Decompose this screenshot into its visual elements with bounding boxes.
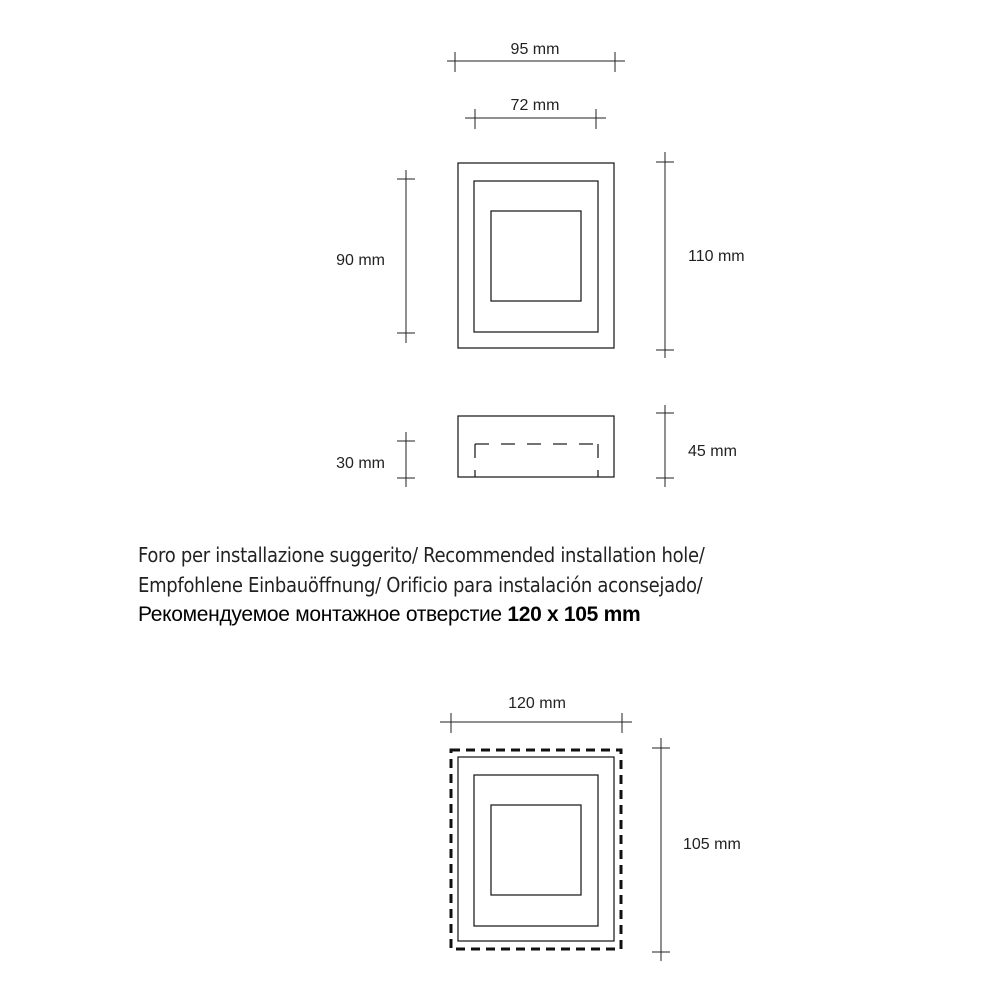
dimension-hole-width [440,695,632,733]
caption-line-2: Empfohlene Einbauöffnung/ Orificio para instalación aconsejado/ [138,573,703,597]
dimension-label-110: 110 mm [688,248,745,265]
installation-hole-outline [451,750,621,949]
dimension-width-inner [465,97,606,129]
hole-view [451,750,621,949]
dimension-label-30: 30 mm [336,455,385,472]
dimension-label-90: 90 mm [336,252,385,269]
side-view [458,416,614,477]
dimension-hole-height [652,738,741,961]
side-body [458,416,614,477]
dimension-width-outer [447,41,625,72]
hole-middle-frame [474,775,598,926]
front-outer-frame [458,163,614,348]
caption-line-3-text: Рекомендуемое монтажное отверстие [138,603,508,626]
dimension-depth-left [336,432,415,487]
dimension-label-45: 45 mm [688,443,737,460]
caption-line-3-size: 120 x 105 mm [507,603,641,626]
dimension-label-95: 95 mm [510,41,560,58]
dimension-height-left [336,170,415,343]
dimension-label-72: 72 mm [510,97,560,114]
hole-outer-frame [458,757,614,941]
dimension-label-105: 105 mm [683,836,741,853]
installation-caption [138,540,958,630]
front-middle-frame [474,181,598,332]
front-view [458,163,614,348]
front-inner-square [491,211,581,301]
hole-inner-square [491,805,581,895]
caption-line-3 [138,600,958,630]
dimension-depth-right [656,405,737,487]
dimension-label-120: 120 mm [508,695,566,712]
caption-line-1: Foro per installazione suggerito/ Recommended installation hole/ [138,543,705,567]
dimension-height-right [656,152,745,358]
